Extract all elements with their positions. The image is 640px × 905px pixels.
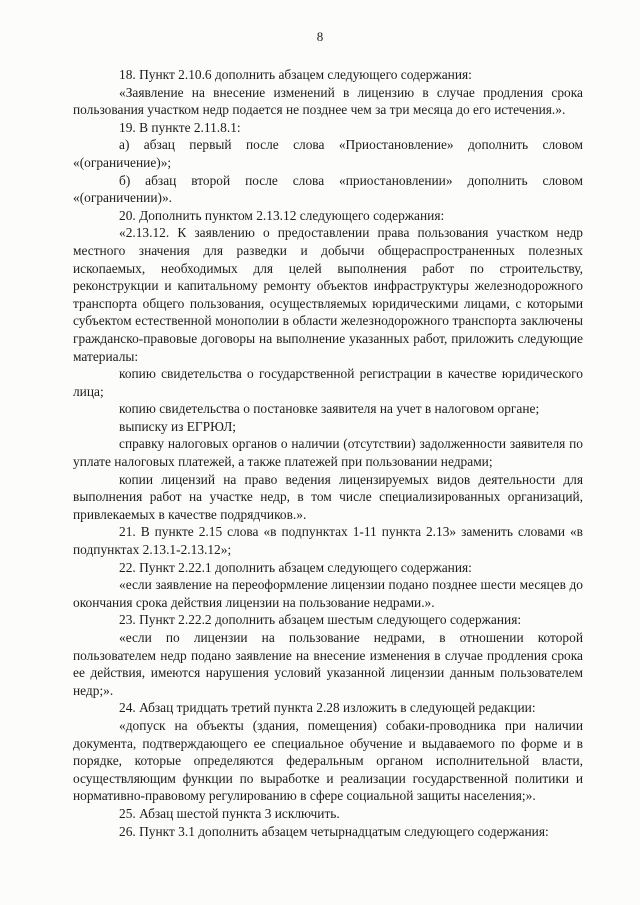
- paragraph-item-19: 19. В пункте 2.11.8.1:: [119, 119, 241, 135]
- list-item-tax-certificate: справку налоговых органов о наличии (отсутствии) задолженности заявителя по уплате налоговых платежей, а также платежей при пользовании недрами;: [73, 436, 583, 470]
- paragraph-subitem-b: б) абзац второй после слова «приостановлении» дополнить словом «(ограничении)».: [73, 172, 583, 206]
- paragraph-item-18: 18. Пункт 2.10.6 дополнить абзацем следующего содержания:: [119, 67, 472, 82]
- paragraph-item-21: 21. В пункте 2.15 слова «в подпунктах 1-11 пункта 2.13» заменить словами «в подпунктах 2.13.1-2.13.12»;: [73, 524, 583, 558]
- list-item-egrul-extract: выписку из ЕГРЮЛ;: [119, 418, 237, 434]
- document-body: [73, 66, 583, 840]
- list-item-registration-copy: копию свидетельства о государственной регистрации в качестве юридического лица;: [73, 366, 583, 399]
- paragraph-quote-2-22-2: «если по лицензии на пользование недрами, в отношении которой пользователем недр подано заявление на внесение изменения в случае продления срока ее действия, имеются нарушения условий указанной лицензии данным пользователем недр;».: [73, 630, 583, 698]
- paragraph-quote-2-13-12: «2.13.12. К заявлению о предоставлении права пользования участком недр местного значения для разведки и добычи общераспространенных полезных ископаемых, необходимых для целей выполнения работ по строительству, реконструкции и капитальному ремонту объектов инфраструктуры железнодорожного транспорта общего пользования, осуществляемых юридическими лицами, с которыми субъектом естественной монополии в области железнодорожного транспорта заключены гражданско-правовые договоры на выполнение указанных работ, приложить следующие материалы:: [73, 225, 583, 364]
- paragraph-item-25: 25. Абзац шестой пункта 3 исключить.: [119, 805, 340, 821]
- paragraph-item-22: 22. Пункт 2.22.1 дополнить абзацем следующего содержания:: [119, 559, 472, 575]
- paragraph-subitem-a: а) абзац первый после слова «Приостановление» дополнить словом «(ограничение)»;: [73, 137, 583, 170]
- list-item-license-copies: копии лицензий на право ведения лицензируемых видов деятельности для выполнения работ на участке недр, в том числе специализированных организаций, привлекаемых в качестве подрядчиков.».: [73, 471, 583, 522]
- paragraph-item-20: 20. Дополнить пунктом 2.13.12 следующего содержания:: [119, 207, 445, 223]
- paragraph-item-26: 26. Пункт 3.1 дополнить абзацем четырнадцатым следующего содержания:: [119, 823, 549, 839]
- paragraph-item-23: 23. Пункт 2.22.2 дополнить абзацем шестым следующего содержания:: [119, 612, 522, 628]
- page-number: 8: [316, 29, 324, 44]
- paragraph-quote-2-28: «допуск на объекты (здания, помещения) собаки-проводника при наличии документа, подтверждающего ее специальное обучение и выдаваемого по форме и в порядке, которые определяются федеральным органом исполнительной власти, осуществляющим функции по выработке и реализации государственной политики и нормативно-правовому регулированию в сфере социальной защиты населения;».: [73, 717, 583, 804]
- paragraph-quote-2-10-6: «Заявление на внесение изменений в лицензию в случае продления срока пользования участком недр подается не позднее чем за три месяца до его истечения.».: [73, 84, 583, 118]
- paragraph-quote-2-22-1: «если заявление на переоформление лицензии подано позднее шести месяцев до окончания срока действия лицензии на пользование недрами.».: [73, 577, 583, 610]
- list-item-tax-registration-copy: копию свидетельства о постановке заявителя на учет в налоговом органе;: [119, 401, 540, 417]
- paragraph-item-24: 24. Абзац тридцать третий пункта 2.28 изложить в следующей редакции:: [119, 700, 536, 716]
